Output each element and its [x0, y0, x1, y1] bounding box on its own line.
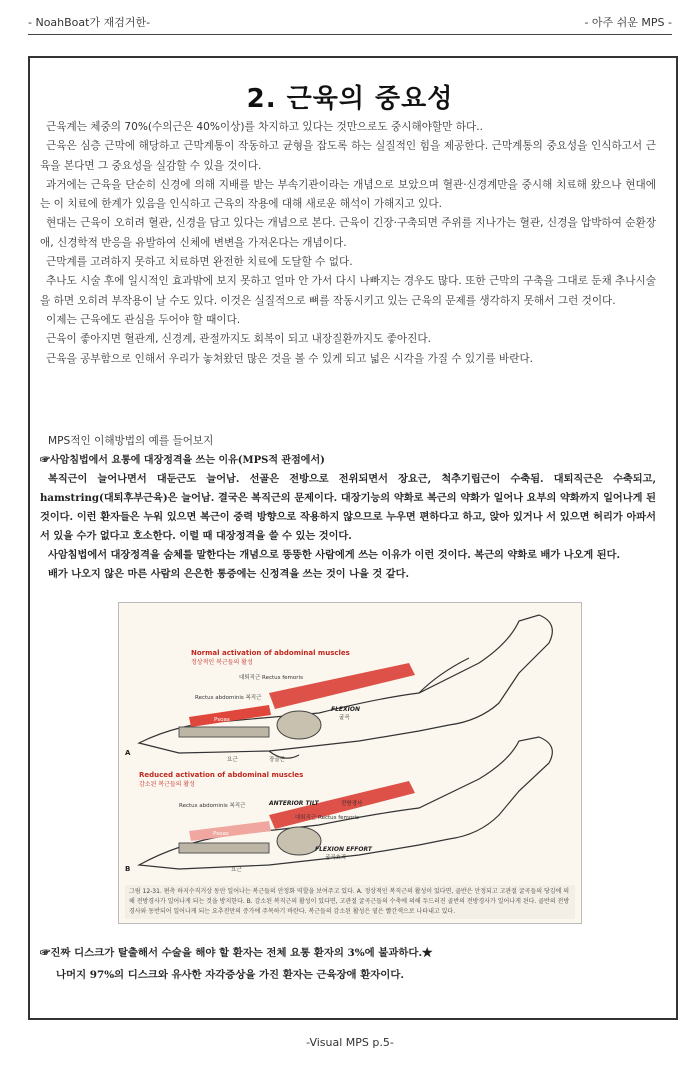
label-rectus-abdominis: Rectus abdominis 복직근: [195, 695, 262, 701]
label-psoas: Psoas: [214, 717, 230, 723]
paragraph: 현대는 근육이 오히려 혈관, 신경을 담고 있다는 개념으로 본다. 근육이 긴장·구축되면 주위를 지나가는 혈관, 신경을 압박하여 순환장애, 신경학적 반응을 유발하여 신체에 변변을 가져온다는 개념이다.: [40, 217, 656, 249]
bold-paragraph: 배가 나오지 않은 마른 사람의 은은한 통증에는 신정격을 쓰는 것이 나을 것 같다.: [48, 568, 410, 580]
paragraph: 근육계는 체중의 70%(수의근은 40%이상)를 차지하고 있다는 것만으로도 중시해야할만 하다..: [46, 121, 483, 133]
abdominal-muscle-figure: [118, 602, 582, 924]
figure-illustration: [119, 603, 581, 923]
panel-b-title-kr: 감소된 복근들의 활성: [139, 781, 195, 788]
label-lumbar: 요근: [227, 757, 238, 763]
label-lumbar-b: 요근: [231, 867, 242, 873]
bold-paragraph: 복직근이 늘어나면서 대둔근도 늘어남. 선골은 전방으로 전위되면서 장요근, 척추기립근이 수축됨. 대퇴직근은 수축되고, hamstring(대퇴후부근육)은 늘어남. 결국은 복직근의 문제이다. 대장기능의 약화로 복근의 약화가 일어나 요부의 약화까지 일어나게 된것이다. 이런 환자들은 누워 있으면 복근이 중력 방향으로 작용하지 않으므로 누우면 편하다고 하고, 앉아 있거나 서 있으면 허리가 아파서 서 있을 수가 없다고 호소한다. 이럴 때 대장정격을 쓸 수 있는 것이다.: [40, 473, 656, 542]
section-heading: MPS적인 이해방법의 예를 들어보지: [48, 435, 214, 447]
label-flexion-effort: FLEXION EFFORT: [315, 846, 372, 853]
note: ☞진짜 디스크가 탈출해서 수술을 해야 할 환자는 전체 요통 환자의 3%에 불과하다.★: [40, 947, 433, 959]
header-left: - NoahBoat가 재검거한-: [28, 16, 151, 29]
label-flexion: FLEXION: [331, 706, 361, 713]
panel-a-title-kr: 정상적인 복근들의 활성: [191, 659, 253, 666]
page-footer: -Visual MPS p.5-: [306, 1036, 394, 1049]
paragraph: 과거에는 근육을 단순히 신경에 의해 지배를 받는 부속기관이라는 개념으로 보았으며 혈관·신경계만을 중시해 치료해 왔으나 현대에는 이 치료에 한계가 있음을 인식하고 근육의 작용에 대해 새로운 해석이 가해지고 있다.: [40, 178, 656, 211]
label-rectus-femoris-b: 대퇴직근 Rectus femoris: [295, 815, 359, 821]
panel-b-label: B: [125, 865, 131, 873]
mps-example-section: [40, 432, 656, 584]
label-psoas-b: Psoas: [213, 831, 229, 837]
panel-a-label: A: [125, 749, 131, 757]
header-right: - 아주 쉬운 MPS -: [584, 16, 672, 29]
section-subheading: ☞사암침법에서 요통에 대장정격을 쓰는 이유(MPS적 관점에서): [40, 455, 325, 466]
panel-b-title: Reduced activation of abdominal muscles: [139, 771, 304, 779]
label-anterior-tilt: ANTERIOR TILT: [269, 800, 319, 807]
page-header: [28, 10, 672, 36]
paragraph: 근육을 공부함으로 인해서 우리가 놓쳐왔던 많은 것을 볼 수 있게 되고 넓은 시각을 가질 수 있기를 바란다.: [46, 352, 534, 365]
paragraph: 추나도 시술 후에 일시적인 효과밖에 보지 못하고 얼마 안 가서 다시 나빠지는 경우도 많다. 또한 근막의 구축을 그대로 둔채 추나시술을 하면 오히려 부작용이 날 수도 있다. 이것은 실질적으로 뼈를 작동시키고 있는 근육의 문제를 생각하지 못해서 그런 것이다.: [40, 275, 656, 307]
header-rule: [28, 34, 672, 35]
bold-paragraph: 사암침법에서 대장정격을 숨체를 말한다는 개념으로 뚱뚱한 사람에게 쓰는 이유가 이런 것이다. 복근의 약화로 배가 나오게 된다.: [48, 549, 621, 561]
label-flexion-effort-kr: 굴곡효과: [325, 855, 347, 861]
label-iliacus: 장골근: [269, 757, 285, 763]
paragraph: 근육이 좋아지면 혈관계, 신경계, 관절까지도 회복이 되고 내장질환까지도 좋아진다.: [46, 333, 431, 346]
panel-a-title: Normal activation of abdominal muscles: [191, 649, 350, 657]
notes-section: [40, 942, 660, 986]
label-flexion-kr: 굴곡: [339, 715, 350, 721]
label-rectus-abdominis-b: Rectus abdominis 복직근: [179, 803, 246, 809]
note: 나머지 97%의 디스크와 유사한 자각증상을 가진 환자는 근육장애 환자이다.: [56, 969, 404, 981]
page-title: 2. 근육의 중요성: [246, 84, 454, 114]
label-rectus-femoris: 대퇴직근 Rectus femoris: [239, 675, 303, 681]
paragraph: 근육은 심층 근막에 해당하고 근막계통이 작동하고 균형을 잡도록 하는 실질적인 힘을 제공한다. 근막계통의 중요성을 인식하고서 근육을 본다면 그 중요성을 실감할 수 있을 것이다.: [40, 140, 656, 172]
figure-caption: 그림 12-31. 편측 하지수직거상 동안 일어나는 복근들의 안정화 역할을 보여주고 있다. A. 정상적인 복직근의 활성이 있다면, 골반은 안정되고 고관절 굴곡들의 당김에 의해 전방경사가 일어나게 되는 것을 방지한다. B. 감소된 복직근의 활성이 있다면, 고관절 굴곡근들의 수축에 의해 두드러진 골반의 전방경사가 일어나게 된다. 골반의 전방경사와 동반되어 일어나게 되는 요추전만의 증가에 주목하기 바란다. 복근들의 감소된 활성은 옅은 빨간색으로 나타내고 있다.: [125, 885, 575, 919]
paragraph: 이제는 근육에도 관심을 두어야 할 때이다.: [46, 313, 241, 326]
intro-section: [40, 118, 656, 369]
paragraph: 근막계를 고려하지 못하고 치료하면 완전한 치료에 도달할 수 없다.: [46, 256, 353, 269]
label-anterior-tilt-kr: 전방경사: [341, 801, 363, 807]
